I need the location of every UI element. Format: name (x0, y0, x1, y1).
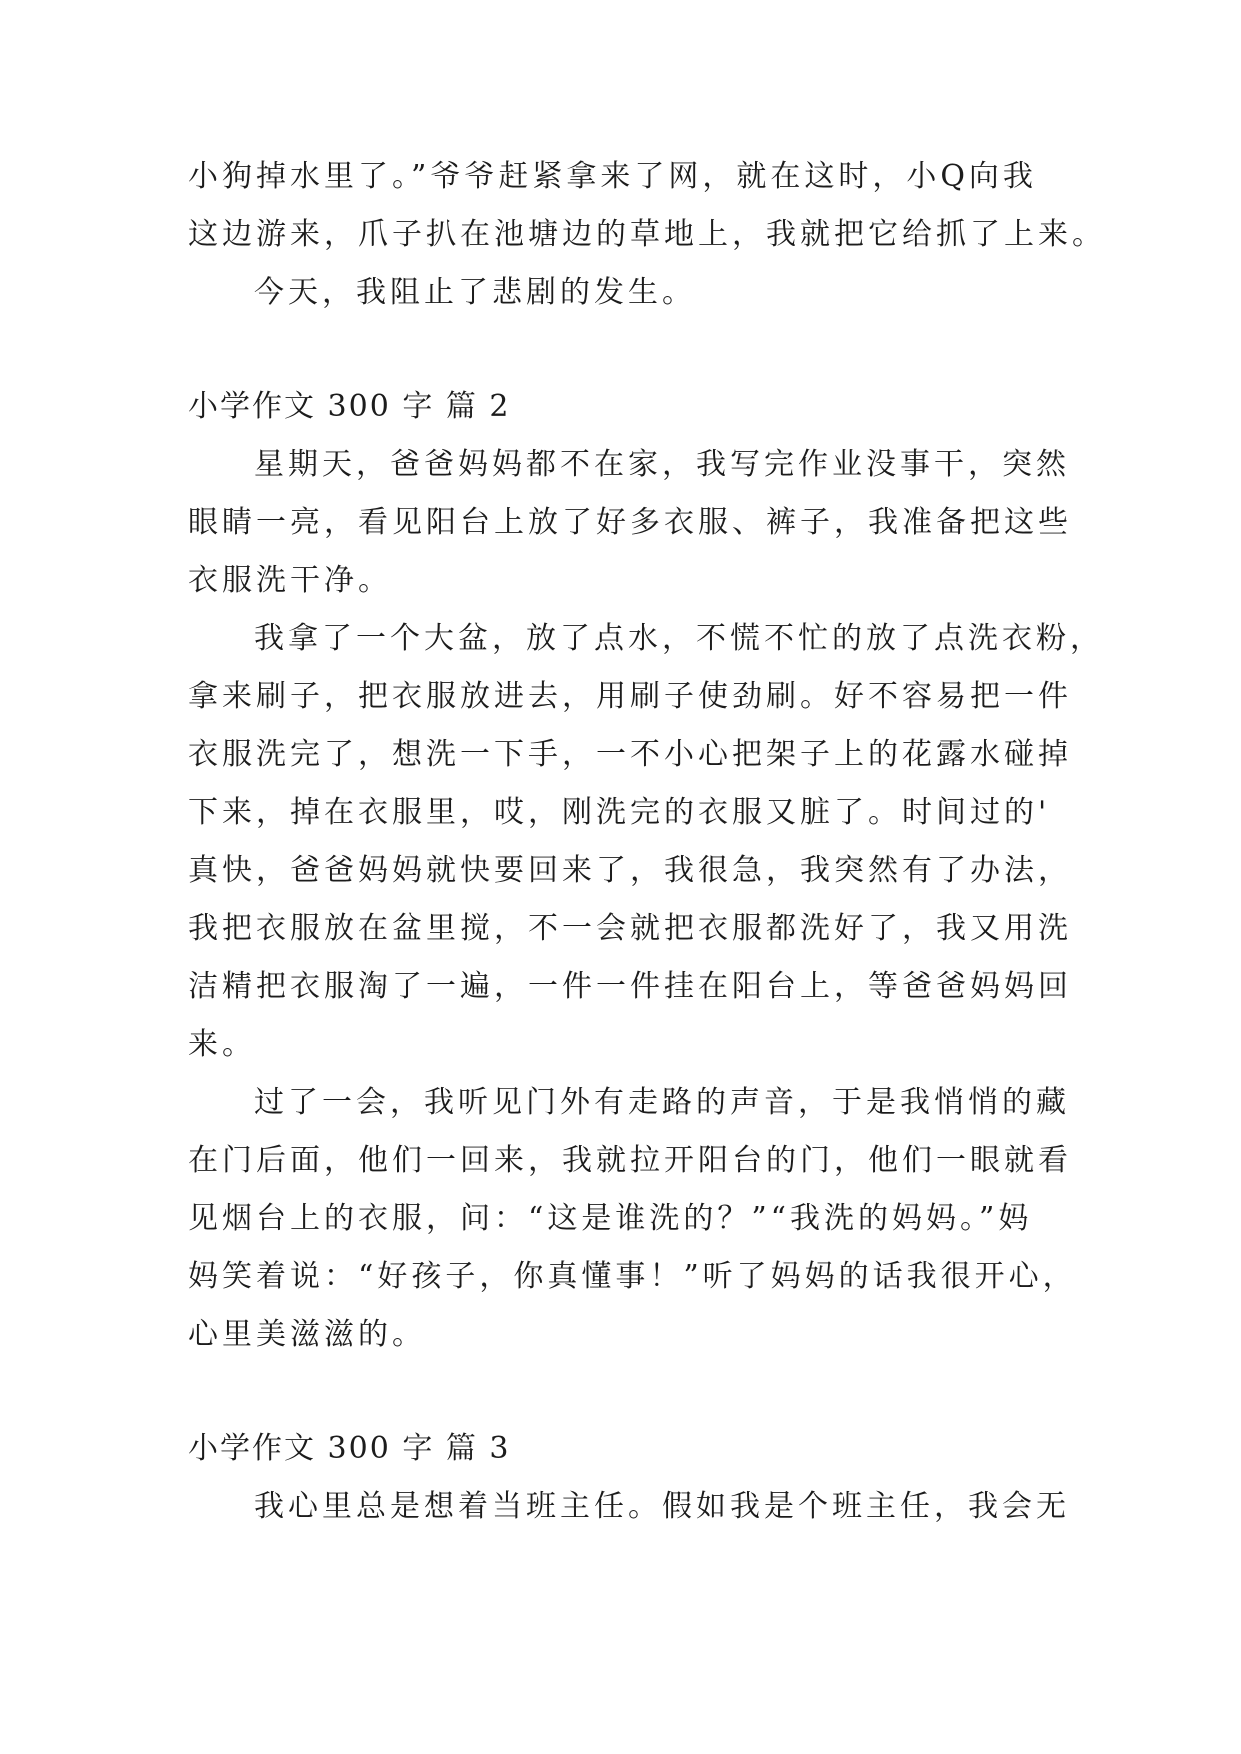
section-spacer (188, 322, 1058, 378)
text-line: 我心里总是想着当班主任。假如我是个班主任，我会无 (254, 1489, 1070, 1524)
essay-2 (188, 378, 1104, 1364)
document-page (188, 148, 1106, 1536)
text-line: 我把衣服放在盆里搅，不一会就把衣服都洗好了，我又用洗 (188, 911, 1072, 946)
paragraph (188, 1074, 1077, 1364)
essay-3 (188, 1420, 1070, 1536)
text-line: 真快，爸爸妈妈就快要回来了，我很急，我突然有了办法， (188, 853, 1072, 888)
section-spacer (188, 1364, 1058, 1420)
text-line: 来。 (188, 1027, 256, 1062)
text-line: 妈笑着说：“好孩子，你真懂事！”听了妈妈的话我很开心， (188, 1259, 1077, 1294)
text-line: 衣服洗完了，想洗一下手，一不小心把架子上的花露水碰掉 (188, 737, 1072, 772)
text-line: 下来，掉在衣服里，哎，刚洗完的衣服又脏了。时间过的' (188, 795, 1051, 830)
text-line: 心里美滋滋的。 (188, 1317, 426, 1352)
text-line: 我拿了一个大盆，放了点水，不慌不忙的放了点洗衣粉， (254, 621, 1104, 656)
text-line: 过了一会，我听见门外有走路的声音，于是我悄悄的藏 (254, 1085, 1070, 1120)
essay-1-ending (188, 148, 1106, 322)
text-line: 见烟台上的衣服，问：“这是谁洗的？”“我洗的妈妈。”妈 (188, 1201, 1033, 1236)
text-line: 星期天，爸爸妈妈都不在家，我写完作业没事干，突然 (254, 447, 1070, 482)
section-heading: 小学作文 300 字 篇 2 (188, 389, 511, 424)
text-line: 小狗掉水里了。”爷爷赶紧拿来了网，就在这时，小Q向我 (188, 159, 1037, 194)
text-line: 洁精把衣服淘了一遍，一件一件挂在阳台上，等爸爸妈妈回 (188, 969, 1072, 1004)
closing-sentence: 今天，我阻止了悲剧的发生。 (254, 275, 696, 310)
text-line: 衣服洗干净。 (188, 563, 392, 598)
paragraph (188, 436, 1072, 610)
text-line: 拿来刷子，把衣服放进去，用刷子使劲刷。好不容易把一件 (188, 679, 1072, 714)
text-line: 这边游来，爪子扒在池塘边的草地上，我就把它给抓了上来。 (188, 217, 1106, 252)
section-heading: 小学作文 300 字 篇 3 (188, 1431, 511, 1466)
paragraph (188, 610, 1104, 1074)
text-line: 在门后面，他们一回来，我就拉开阳台的门，他们一眼就看 (188, 1143, 1072, 1178)
text-line: 眼睛一亮，看见阳台上放了好多衣服、裤子，我准备把这些 (188, 505, 1072, 540)
